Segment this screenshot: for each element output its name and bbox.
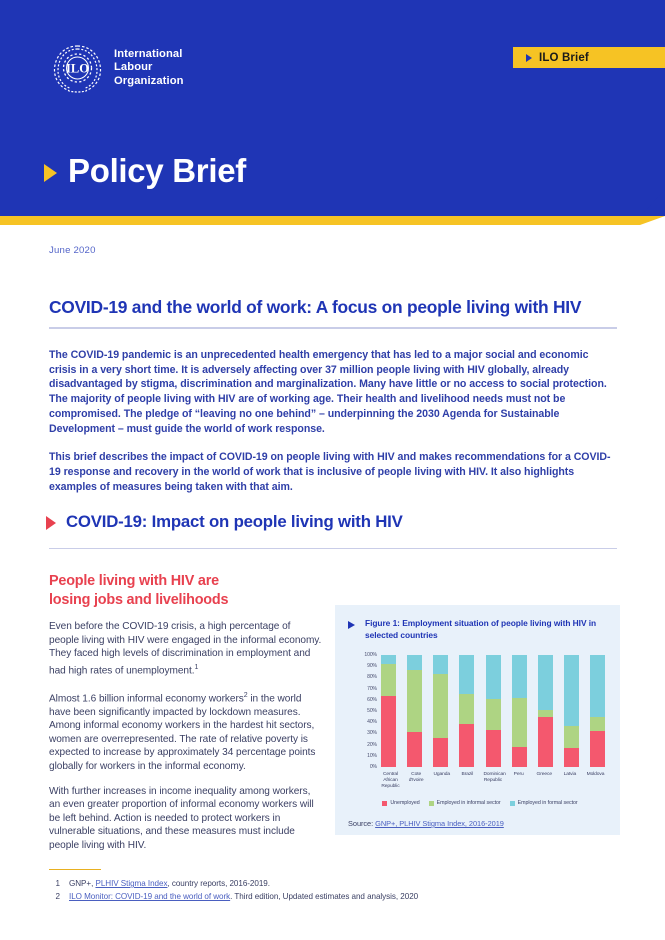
section-divider [49, 548, 617, 549]
chart-bar-segment [407, 732, 422, 767]
chart-bar-segment [407, 655, 422, 670]
x-axis-label: Moldova [586, 772, 605, 777]
chart-bar [407, 655, 422, 767]
chart-bar-segment [407, 670, 422, 733]
legend-swatch [429, 801, 434, 806]
triangle-icon [44, 164, 57, 182]
x-axis-label: Uganda [433, 772, 451, 777]
figure-panel [335, 605, 620, 835]
chart-bar-segment [564, 726, 579, 748]
ilo-brief-label: ILO Brief [539, 51, 589, 64]
chart-bar-segment [433, 738, 448, 767]
left-paragraph-2 [49, 689, 322, 774]
legend-item [382, 800, 419, 806]
footnote-text [69, 877, 270, 890]
chart-bar [590, 655, 605, 767]
footnote-ref-2: 2 [243, 691, 248, 699]
chart-bar-segment [538, 710, 553, 717]
x-axis-label: Central African Republic [381, 772, 400, 790]
intro-paragraph-1: The COVID-19 pandemic is an unprecedented health emergency that has led to a major social and economic crisis in a very short time. It is adversely affecting over 37 million people living with HIV globally, already disadvantaged by stigma, discrimination and marginalization. Many have little or no access to social protection. The majority of people living with HIV are of working age. Their health and livelihood needs must not be compromised. The pledge of “leaving no one behind” – underpinning the 2030 Agenda for Sustainable Development – must guide the world of work response. [49, 349, 607, 435]
chart-bar-segment [433, 655, 448, 674]
chart-bar-segment [512, 698, 527, 747]
chart-bar [433, 655, 448, 767]
footnote-number: 2 [55, 892, 60, 901]
footnotes-list [49, 877, 617, 903]
left-paragraph-1-text: Even before the COVID-19 crisis, a high percentage of people living with HIV were engaged in the informal economy. They faced high levels of discrimination in employment and had high rates of unemployment. [49, 621, 322, 677]
chart-bar-segment [512, 655, 527, 698]
footnote-link[interactable]: PLHIV Stigma Index [95, 879, 168, 888]
chart-bar-segment [459, 724, 474, 767]
chart-bar [538, 655, 553, 767]
chart-bar-segment [512, 747, 527, 767]
x-axis-label: Brazil [461, 772, 474, 777]
logo-line-1: International [114, 47, 183, 60]
legend-swatch [510, 801, 515, 806]
y-axis-tick: 0% [369, 764, 377, 770]
chart-legend [355, 800, 605, 806]
logo-line-3: Organization [114, 74, 184, 87]
y-axis-tick: 70% [367, 685, 377, 692]
chart-bar [486, 655, 501, 767]
figure-title [348, 618, 610, 641]
ilo-logo [50, 42, 184, 94]
left-column [49, 572, 322, 864]
page-title: COVID-19 and the world of work: A focus on people living with HIV [49, 297, 582, 317]
footnote-ref-1: 1 [194, 663, 199, 671]
header-yellow-strip [0, 216, 665, 225]
footnote-prefix: GNP+, [69, 879, 96, 888]
chart-plot-area [357, 652, 605, 770]
left-column-subheading [49, 572, 322, 610]
section-heading-label: COVID-19: Impact on people living with HIV [66, 512, 403, 531]
footnote-text [69, 890, 418, 903]
chart-bar-segment [381, 696, 396, 767]
y-axis-tick: 80% [367, 674, 377, 681]
left-paragraph-3: With further increases in income inequality among workers, an even greater proportion of informal economy workers will be left behind. Action is needed to protect workers in vulnerable situations, and these measures must include people living with HIV. [49, 785, 314, 852]
y-axis-tick: 100% [364, 652, 377, 658]
chart-bars [381, 655, 605, 767]
chart-bar-segment [381, 664, 396, 696]
chart-x-axis-labels [381, 772, 605, 791]
ilo-logo-text [114, 48, 184, 88]
footnote-number: 1 [55, 879, 60, 888]
x-axis-label: Peru [513, 772, 524, 777]
footnote-link[interactable]: ILO Monitor: COVID-19 and the world of work [69, 892, 231, 901]
intro-section [49, 348, 616, 494]
chart-bar-segment [459, 694, 474, 724]
chart-bar [459, 655, 474, 767]
y-axis-tick: 10% [367, 752, 377, 759]
x-axis-label: Dominican Republic [483, 772, 506, 784]
source-link[interactable]: GNP+, PLHIV Stigma Index, 2016-2019 [375, 819, 504, 828]
chart-bar-segment [590, 717, 605, 732]
figure-source [348, 819, 504, 828]
subheading-line-1: People living with HIV are [49, 573, 219, 589]
source-prefix: Source: [348, 819, 376, 828]
subheading-line-2: losing jobs and livelihoods [49, 592, 229, 608]
chart-bar-segment [564, 748, 579, 767]
publication-date: June 2020 [49, 245, 96, 256]
y-axis-tick: 20% [367, 741, 377, 748]
chart-bar-segment [433, 674, 448, 738]
svg-text:ILO: ILO [66, 61, 89, 76]
triangle-icon [348, 621, 355, 629]
chart-bar [564, 655, 579, 767]
footnote-suffix: , country reports, 2016-2019. [167, 879, 270, 888]
chart-bar [381, 655, 396, 767]
ilo-emblem-icon [50, 42, 105, 94]
chart-bar-segment [590, 655, 605, 717]
chart-bar-segment [459, 655, 474, 694]
chart-bar-segment [538, 717, 553, 767]
triangle-icon [526, 54, 532, 62]
legend-label: Unemployed [390, 800, 420, 806]
policy-brief-heading [44, 152, 246, 190]
legend-item [429, 800, 501, 806]
page-header [0, 0, 665, 216]
x-axis-label: Cote d'Ivoire [408, 772, 424, 784]
figure-title-label: Figure 1: Employment situation of people living with HIV in selected countries [365, 618, 597, 640]
legend-item [510, 800, 578, 806]
left-paragraph-2-text-b: in the world have been significantly impacted by lockdown measures. Among informal economy workers in the hardest hit sectors, women are overrepresented. The rate of relative poverty is expected to increase by approximately 34 percentage points globally for workers in the informal economy. [49, 693, 316, 773]
ilo-brief-badge [513, 47, 665, 68]
footnote-item [49, 877, 617, 890]
footnote-suffix: . Third edition, Updated estimates and analysis, 2020 [230, 892, 419, 901]
chart-bar-segment [381, 655, 396, 664]
triangle-icon [46, 516, 56, 530]
chart-y-axis [357, 652, 379, 770]
section-heading [46, 512, 403, 532]
chart-bar-segment [564, 655, 579, 726]
legend-label: Employed in formal sector [517, 800, 578, 806]
y-axis-tick: 30% [367, 730, 377, 737]
left-paragraph-2-text-a: Almost 1.6 billion informal economy workers [49, 693, 244, 705]
y-axis-tick: 90% [367, 663, 377, 670]
legend-swatch [382, 801, 387, 806]
y-axis-tick: 60% [367, 696, 377, 703]
chart-bar-segment [486, 655, 501, 699]
policy-brief-label: Policy Brief [68, 152, 246, 189]
chart-bar-segment [486, 699, 501, 730]
chart-bar-segment [590, 731, 605, 767]
chart-bar [512, 655, 527, 767]
y-axis-tick: 40% [367, 719, 377, 726]
chart-bar-segment [538, 655, 553, 710]
left-paragraph-1 [49, 620, 322, 678]
title-divider [49, 327, 617, 329]
x-axis-label: Greece [536, 772, 552, 777]
footnote-divider [49, 869, 101, 870]
chart-bar-segment [486, 730, 501, 767]
footnote-item [49, 890, 617, 903]
intro-paragraph-2: This brief describes the impact of COVID-19 on people living with HIV and makes recommendations for a COVID-19 response and recovery in the world of work that is inclusive of people living with HIV. It also highlights examples of measures being taken with that aim. [49, 451, 611, 493]
y-axis-tick: 50% [367, 708, 377, 714]
legend-label: Employed in informal sector [436, 800, 501, 806]
logo-line-2: Labour [114, 61, 153, 74]
x-axis-label: Latvia [563, 772, 577, 777]
